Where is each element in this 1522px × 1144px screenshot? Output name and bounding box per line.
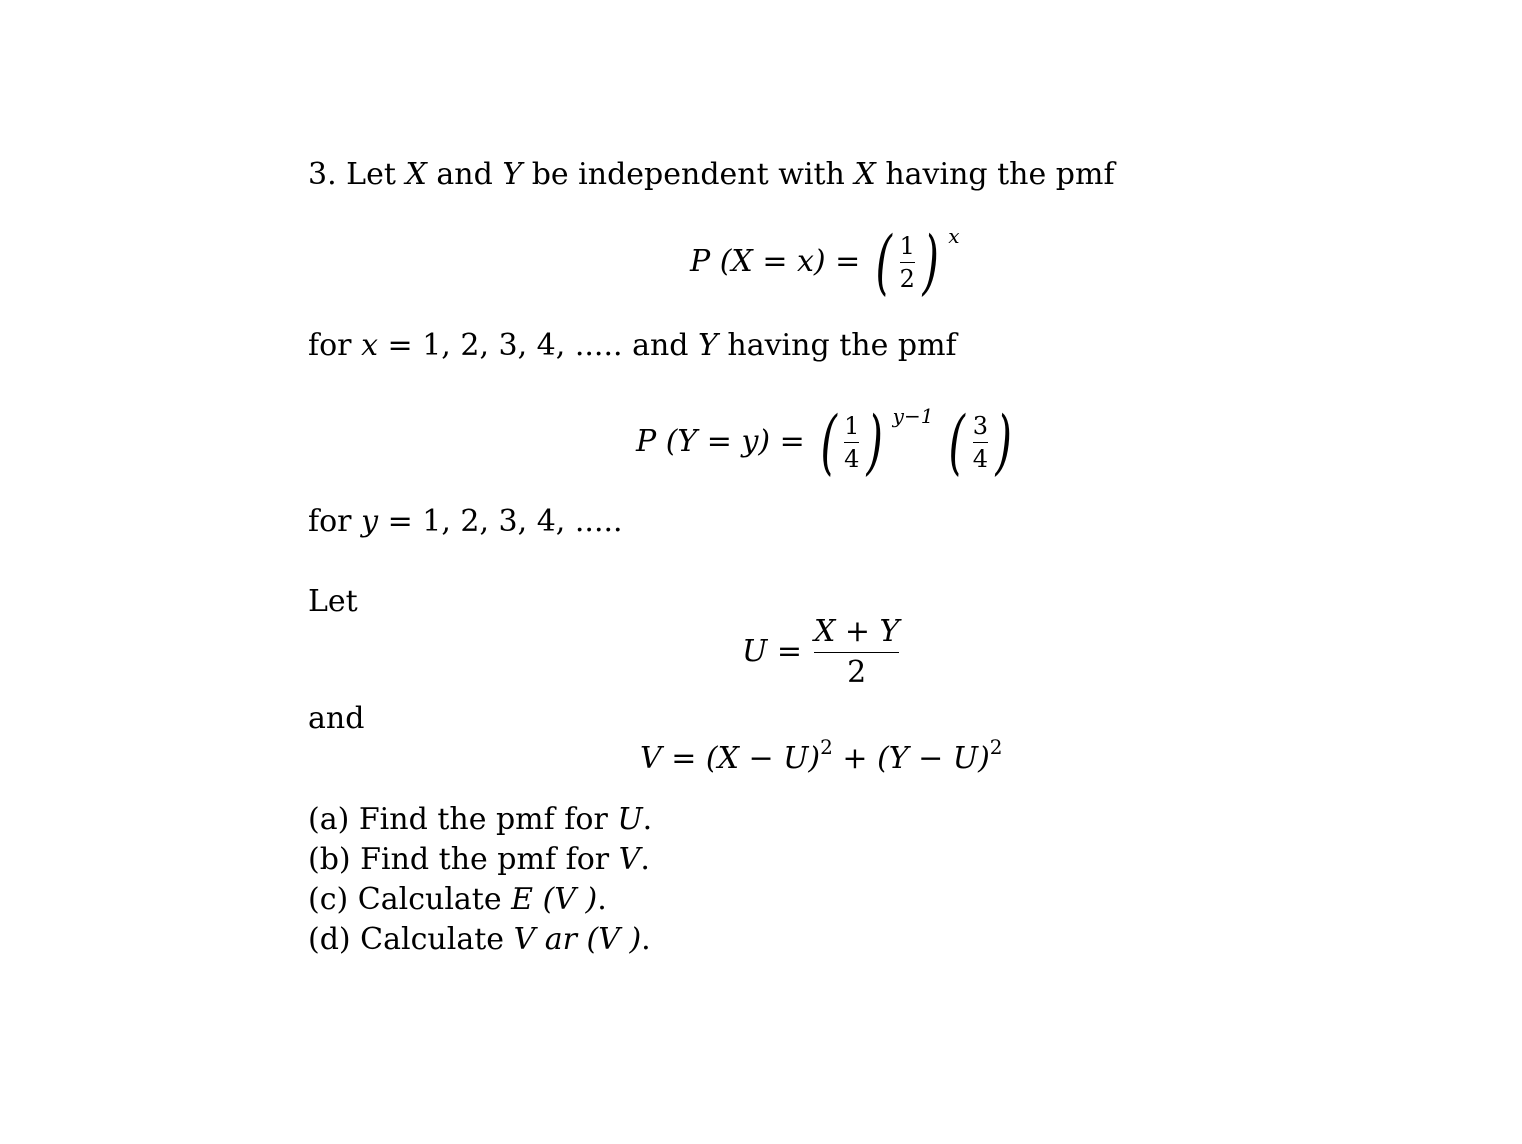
- v-equation: [640, 735, 1003, 779]
- pmf-y-fraction-2: [973, 412, 988, 473]
- part-b: [308, 840, 652, 880]
- part-text: Calculate: [357, 882, 502, 917]
- part-c: [308, 880, 652, 920]
- part-label: (c): [308, 882, 349, 917]
- part-var: V ar (V ): [513, 922, 642, 957]
- for-x-var: x: [361, 328, 378, 363]
- pmf-y-numerator-1: 1: [844, 411, 860, 440]
- intro-text-1: Let: [346, 157, 396, 192]
- pmf-y-denominator-1: 4: [844, 444, 860, 473]
- part-text: Find the pmf for: [358, 802, 608, 837]
- pmf-y-equation: [636, 402, 1017, 482]
- problem-number: 3.: [308, 157, 337, 192]
- part-end: .: [642, 802, 653, 837]
- v-part-1: V = (X − U): [640, 741, 821, 776]
- part-label: (d): [308, 922, 351, 957]
- fraction-bar: [844, 442, 859, 443]
- intro-text-2: and: [436, 157, 493, 192]
- pmf-x-fraction: [900, 232, 915, 293]
- pmf-y-exponent: y−1: [892, 404, 934, 428]
- pmf-y-denominator-2: 4: [972, 444, 989, 473]
- pmf-x-denominator: 2: [899, 264, 915, 293]
- v-part-2: + (Y − U): [832, 741, 990, 776]
- u-denominator: 2: [847, 654, 867, 690]
- part-var: U: [617, 802, 643, 837]
- for-y-text-1: for: [308, 504, 352, 539]
- var-y: Y: [502, 157, 523, 192]
- for-y-values: = 1, 2, 3, 4, .....: [387, 504, 623, 539]
- for-y-line: [308, 504, 623, 540]
- intro-line: [308, 157, 1115, 193]
- u-numerator: X + Y: [813, 613, 900, 649]
- and-label: and: [308, 701, 365, 736]
- pmf-x-lhs: P (X = x) =: [690, 244, 861, 279]
- question-parts: [308, 800, 652, 960]
- fraction-bar: [814, 652, 899, 653]
- u-equation: [742, 612, 901, 692]
- for-y-var: y: [361, 504, 379, 539]
- v-exponent-2: 2: [989, 735, 1003, 759]
- part-var: E (V ): [511, 882, 598, 917]
- for-x-line: [308, 328, 957, 364]
- for-x-text-3: and: [632, 328, 689, 363]
- var-x-2: X: [854, 157, 876, 192]
- part-text: Calculate: [360, 922, 505, 957]
- var-x: X: [405, 157, 427, 192]
- part-var: V: [618, 842, 641, 877]
- right-paren: ): [922, 221, 939, 303]
- pmf-x-exponent: x: [948, 224, 960, 248]
- part-end: .: [597, 882, 607, 917]
- intro-text-4: having the pmf: [885, 157, 1115, 192]
- for-x-values: = 1, 2, 3, 4, .....: [387, 328, 623, 363]
- pmf-x-numerator: 1: [899, 231, 915, 260]
- right-paren: ): [866, 401, 884, 483]
- fraction-bar: [973, 442, 988, 443]
- part-label: (b): [308, 842, 351, 877]
- u-lhs: U =: [742, 634, 802, 669]
- left-paren-2: (: [948, 401, 966, 483]
- part-end: .: [640, 842, 650, 877]
- part-a: [308, 800, 652, 840]
- intro-text-3: be independent with: [531, 157, 845, 192]
- pmf-y-numerator-2: 3: [972, 411, 989, 440]
- u-fraction: [814, 614, 899, 691]
- part-end: .: [641, 922, 651, 957]
- pmf-x-equation: [690, 222, 959, 302]
- fraction-bar: [900, 262, 915, 263]
- part-text: Find the pmf for: [360, 842, 610, 877]
- pmf-y-fraction-1: [844, 412, 859, 473]
- left-paren: (: [875, 221, 893, 303]
- part-d: [308, 920, 652, 960]
- v-exponent-1: 2: [820, 735, 833, 759]
- left-paren: (: [820, 401, 837, 483]
- for-x-text-1: for: [308, 328, 352, 363]
- for-x-text-4: having the pmf: [727, 328, 957, 363]
- pmf-y-lhs: P (Y = y) =: [636, 424, 805, 459]
- part-label: (a): [308, 802, 350, 837]
- for-x-var-y: Y: [698, 328, 718, 363]
- let-label: Let: [308, 584, 358, 619]
- right-paren-2: ): [995, 401, 1012, 483]
